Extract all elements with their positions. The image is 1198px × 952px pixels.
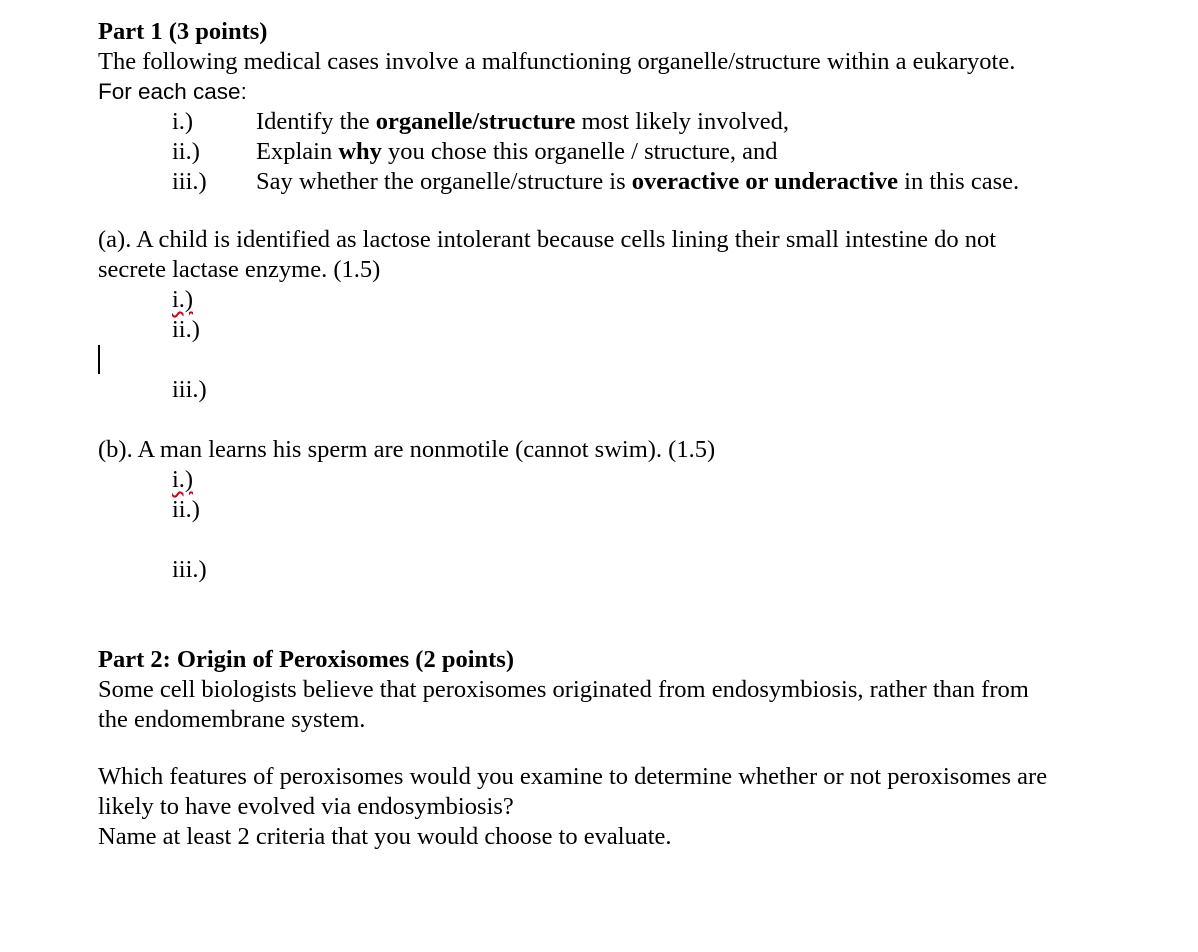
case-a-line1: (a). A child is identified as lactose intolerant because cells lining their small intestine do not [98,226,997,253]
step-1-bold: organelle/structure [375,108,576,135]
step-3-text [256,167,1019,197]
part1-title: Part 1 (3 points) [98,18,268,45]
step-3-bold: overactive or underactive [631,168,899,195]
part2-para2-line2: likely to have evolved via endosymbiosis? [98,793,514,820]
step-2-post: you chose this organelle / structure, and [381,138,778,165]
case-a-line2: secrete lactase enzyme. (1.5) [98,256,381,283]
step-2-text [256,137,777,167]
step-2-bold: why [338,138,382,165]
step-3-pre: Say whether the organelle/structure is [256,168,632,195]
text-cursor [98,345,100,374]
part2-para2-line1: Which features of peroxisomes would you examine to determine whether or not peroxisomes are [98,763,1048,790]
case-b-answer-1[interactable] [172,465,193,495]
case-b-answer-3[interactable]: iii.) [172,556,207,583]
step-2-number: ii.) [172,138,200,165]
part2-para1-line2: the endomembrane system. [98,706,366,733]
case-a-answer-3[interactable]: iii.) [172,376,207,403]
step-1-post: most likely involved, [575,108,790,135]
spellcheck-flag: i.) [172,286,194,313]
part2-title: Part 2: Origin of Peroxisomes (2 points) [98,646,514,673]
case-a-answer-2[interactable]: ii.) [172,316,200,343]
case-b-line1: (b). A man learns his sperm are nonmotile (cannot swim). (1.5) [98,436,716,463]
step-1-text [256,107,789,137]
step-1-pre: Identify the [256,108,376,135]
step-3-number: iii.) [172,168,207,195]
part1-intro-line1: The following medical cases involve a malfunctioning organelle/structure within a eukaryote. [98,48,1016,75]
part2-para1-line1: Some cell biologists believe that peroxisomes originated from endosymbiosis, rather than from [98,676,1029,703]
step-1-number: i.) [172,108,194,135]
step-3-post: in this case. [898,168,1020,195]
step-2-pre: Explain [256,138,339,165]
case-a-answer-1[interactable] [172,285,193,315]
part1-intro-line2: For each case: [98,79,247,104]
spellcheck-flag: i.) [172,466,194,493]
case-b-answer-2[interactable]: ii.) [172,496,200,523]
part2-para2-line3: Name at least 2 criteria that you would choose to evaluate. [98,823,672,850]
